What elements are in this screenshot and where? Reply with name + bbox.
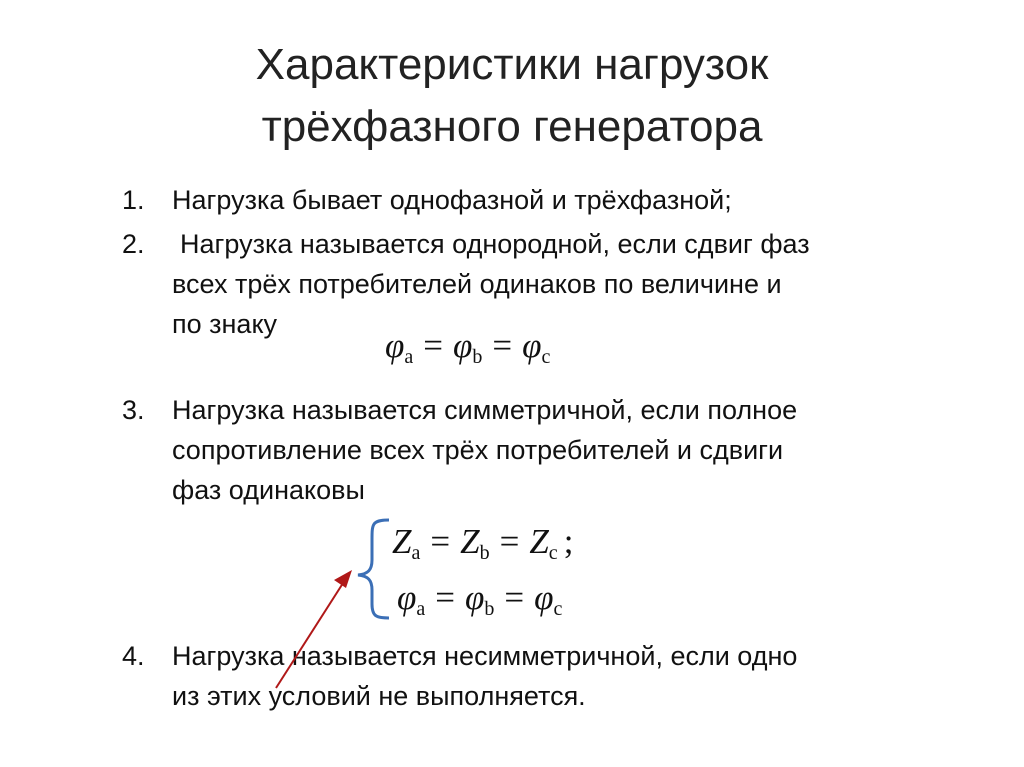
equals-sign: = (492, 326, 513, 365)
equals-sign: = (430, 522, 451, 561)
list-text-line: сопротивление всех трёх потребителей и сдвиги (172, 435, 784, 465)
equals-sign: = (504, 578, 525, 617)
curly-brace-icon (358, 520, 389, 618)
list-number: 2. (122, 229, 145, 259)
subscript-a: a (411, 542, 421, 564)
list-text-line: Нагрузка называется несимметричной, если одно (172, 641, 798, 671)
subscript-b: b (472, 346, 483, 368)
list-text-line: Нагрузка называется однородной, если сдвиг фаз (180, 229, 810, 259)
z-symbol: Z (460, 522, 480, 561)
list-number: 4. (122, 641, 145, 671)
z-symbol: Z (392, 522, 412, 561)
phi-symbol: φ (397, 578, 417, 617)
phi-symbol: φ (453, 326, 473, 365)
title-line-1: Характеристики нагрузок (255, 40, 769, 89)
semicolon: ; (563, 522, 574, 561)
list-text-line: из этих условий не выполняется. (172, 681, 586, 711)
subscript-b: b (479, 542, 490, 564)
list-number: 3. (122, 395, 145, 425)
subscript-a: a (404, 346, 414, 368)
list-text-line: всех трёх потребителей одинаков по величине и (172, 269, 782, 299)
phi-symbol: φ (522, 326, 542, 365)
list-number: 1. (122, 185, 145, 215)
phi-symbol: φ (465, 578, 485, 617)
list-text-line: Нагрузка бывает однофазной и трёхфазной; (172, 185, 732, 215)
list-text-line: Нагрузка называется симметричной, если полное (172, 395, 798, 425)
list-text-line: фаз одинаковы (172, 475, 365, 505)
equals-sign: = (435, 578, 456, 617)
phi-symbol: φ (534, 578, 554, 617)
z-symbol: Z (529, 522, 549, 561)
subscript-c: c (541, 346, 551, 368)
subscript-c: c (553, 598, 563, 620)
subscript-b: b (484, 598, 495, 620)
subscript-c: c (548, 542, 558, 564)
phi-symbol: φ (385, 326, 405, 365)
subscript-a: a (416, 598, 426, 620)
equals-sign: = (499, 522, 520, 561)
title-line-2: трёхфазного генератора (261, 102, 763, 151)
pointer-arrow-icon (276, 570, 352, 688)
list-text-line: по знаку (172, 309, 278, 339)
equals-sign: = (423, 326, 444, 365)
